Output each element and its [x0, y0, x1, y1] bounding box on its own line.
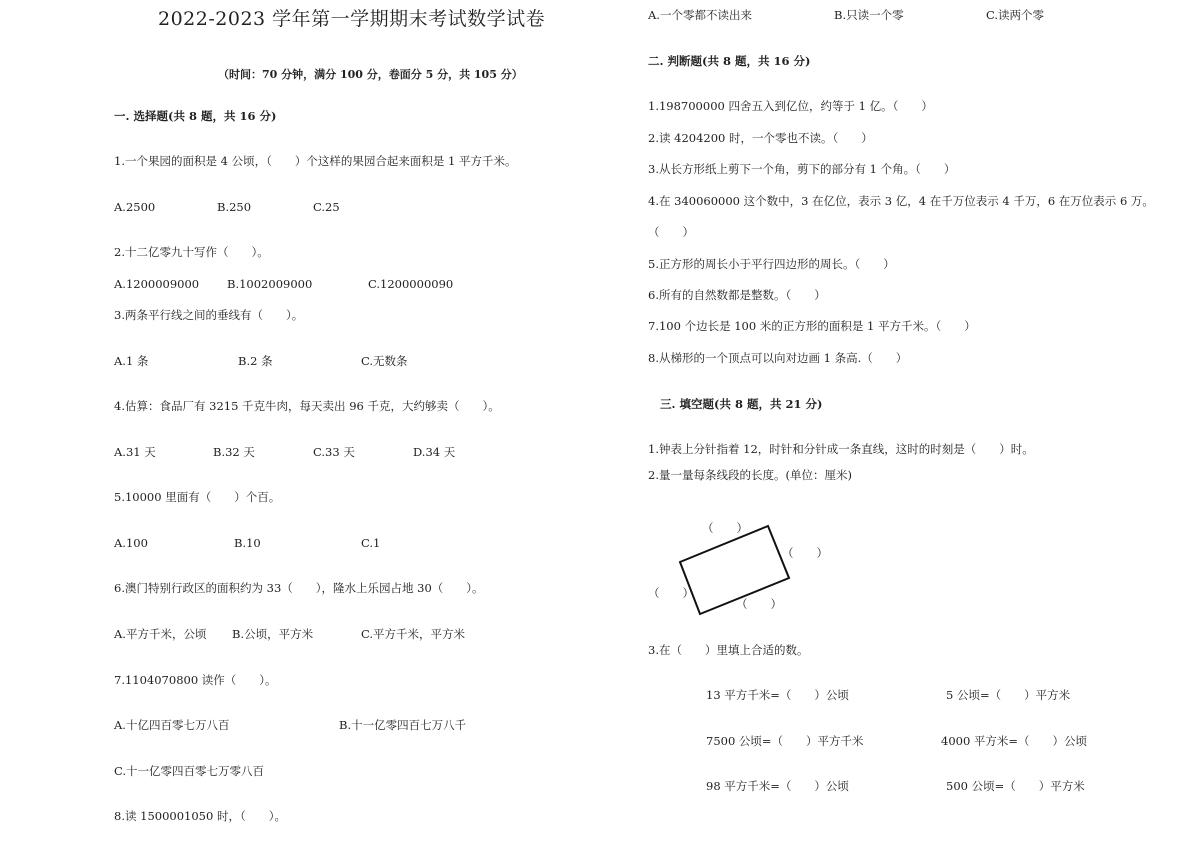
q1-2-option-a: A.1200009000	[114, 277, 200, 291]
q1-1-option-a: A.2500	[114, 200, 156, 214]
question-1-5: 5.10000 里面有（ ）个百。	[114, 490, 281, 504]
question-1-1: 1.一个果园的面积是 4 公顷，（ ）个这样的果园合起来面积是 1 平方千米。	[114, 154, 517, 168]
conversion-1: 13 平方千米=（ ）公顷	[706, 688, 849, 702]
judge-item-4-blank: （ ）	[648, 225, 694, 239]
q1-4-option-c: C.33 天	[313, 445, 355, 459]
judge-item-6: 6.所有的自然数都是整数。（ ）	[648, 288, 826, 302]
q1-4-option-a: A.31 天	[114, 445, 156, 459]
measure-blank-right: （ ）	[782, 546, 828, 560]
q1-6-option-c: C.平方千米，平方米	[361, 627, 466, 641]
q1-3-option-a: A.1 条	[114, 354, 149, 368]
section-3-header: 三. 填空题(共 8 题，共 21 分)	[660, 397, 823, 411]
q1-4-option-b: B.32 天	[213, 445, 255, 459]
q1-1-option-c: C.25	[313, 200, 340, 214]
q1-8-option-a: A.一个零都不读出来	[648, 8, 752, 22]
q1-8-option-c: C.读两个零	[986, 8, 1045, 22]
judge-item-1: 1.198700000 四舍五入到亿位，约等于 1 亿。（ ）	[648, 99, 933, 113]
fill-question-1: 1.钟表上分针指着 12，时针和分针成一条直线，这时的时刻是（ ）时。	[648, 442, 1034, 456]
judge-item-7: 7.100 个边长是 100 米的正方形的面积是 1 平方千米。（ ）	[648, 319, 976, 333]
judge-item-3: 3.从长方形纸上剪下一个角，剪下的部分有 1 个角。（ ）	[648, 162, 956, 176]
q1-5-option-c: C.1	[361, 536, 381, 550]
q1-7-option-b: B.十一亿零四百七万八千	[339, 718, 467, 732]
q1-7-option-c: C.十一亿零四百零七万零八百	[114, 764, 265, 778]
q1-7-option-a: A.十亿四百零七万八百	[114, 718, 230, 732]
judge-item-4: 4.在 340060000 这个数中，3 在亿位，表示 3 亿，4 在千万位表示 4 千万，6 在万位表示 6 万。	[648, 194, 1154, 208]
q1-4-option-d: D.34 天	[413, 445, 456, 459]
measure-blank-top: （ ）	[702, 521, 748, 535]
q1-6-option-a: A.平方千米，公顷	[114, 627, 207, 641]
question-1-2: 2.十二亿零九十写作（ ）。	[114, 245, 269, 259]
question-1-3: 3.两条平行线之间的垂线有（ ）。	[114, 308, 304, 322]
question-1-7: 7.1104070800 读作（ ）。	[114, 673, 277, 687]
measure-blank-bottom: （ ）	[736, 597, 782, 611]
fill-question-3: 3.在（ ）里填上合适的数。	[648, 643, 809, 657]
conversion-5: 98 平方千米=（ ）公顷	[706, 779, 849, 793]
exam-subtitle: （时间：70 分钟，满分 100 分，卷面分 5 分，共 105 分）	[218, 68, 523, 81]
q1-1-option-b: B.250	[217, 200, 252, 214]
conversion-6: 500 公顷=（ ）平方米	[946, 779, 1085, 793]
section-1-header: 一. 选择题(共 8 题，共 16 分)	[114, 109, 277, 123]
conversion-2: 5 公顷=（ ）平方米	[946, 688, 1071, 702]
q1-5-option-a: A.100	[114, 536, 148, 550]
q1-8-option-b: B.只读一个零	[834, 8, 904, 22]
exam-title: 2022-2023 学年第一学期期末考试数学试卷	[158, 8, 546, 30]
conversion-3: 7500 公顷=（ ）平方千米	[706, 734, 864, 748]
q1-5-option-b: B.10	[234, 536, 261, 550]
q1-3-option-b: B.2 条	[238, 354, 273, 368]
conversion-4: 4000 平方米=（ ）公顷	[941, 734, 1088, 748]
q1-2-option-b: B.1002009000	[227, 277, 313, 291]
q1-2-option-c: C.1200000090	[368, 277, 454, 291]
judge-item-2: 2.读 4204200 时，一个零也不读。（ ）	[648, 131, 873, 145]
measure-blank-left: （ ）	[648, 586, 694, 600]
q1-3-option-c: C.无数条	[361, 354, 408, 368]
question-1-6: 6.澳门特别行政区的面积约为 33（ ），隆水上乐园占地 30（ ）。	[114, 581, 484, 595]
section-2-header: 二. 判断题(共 8 题，共 16 分)	[648, 54, 811, 68]
judge-item-5: 5.正方形的周长小于平行四边形的周长。（ ）	[648, 257, 895, 271]
question-1-8: 8.读 1500001050 时，（ ）。	[114, 809, 286, 823]
question-1-4: 4.估算：食品厂有 3215 千克牛肉，每天卖出 96 千克，大约够卖（ ）。	[114, 399, 500, 413]
q1-6-option-b: B.公顷，平方米	[232, 627, 314, 641]
judge-item-8: 8.从梯形的一个顶点可以向对边画 1 条高.（ ）	[648, 351, 908, 365]
fill-question-2: 2.量一量每条线段的长度。(单位：厘米)	[648, 468, 852, 482]
